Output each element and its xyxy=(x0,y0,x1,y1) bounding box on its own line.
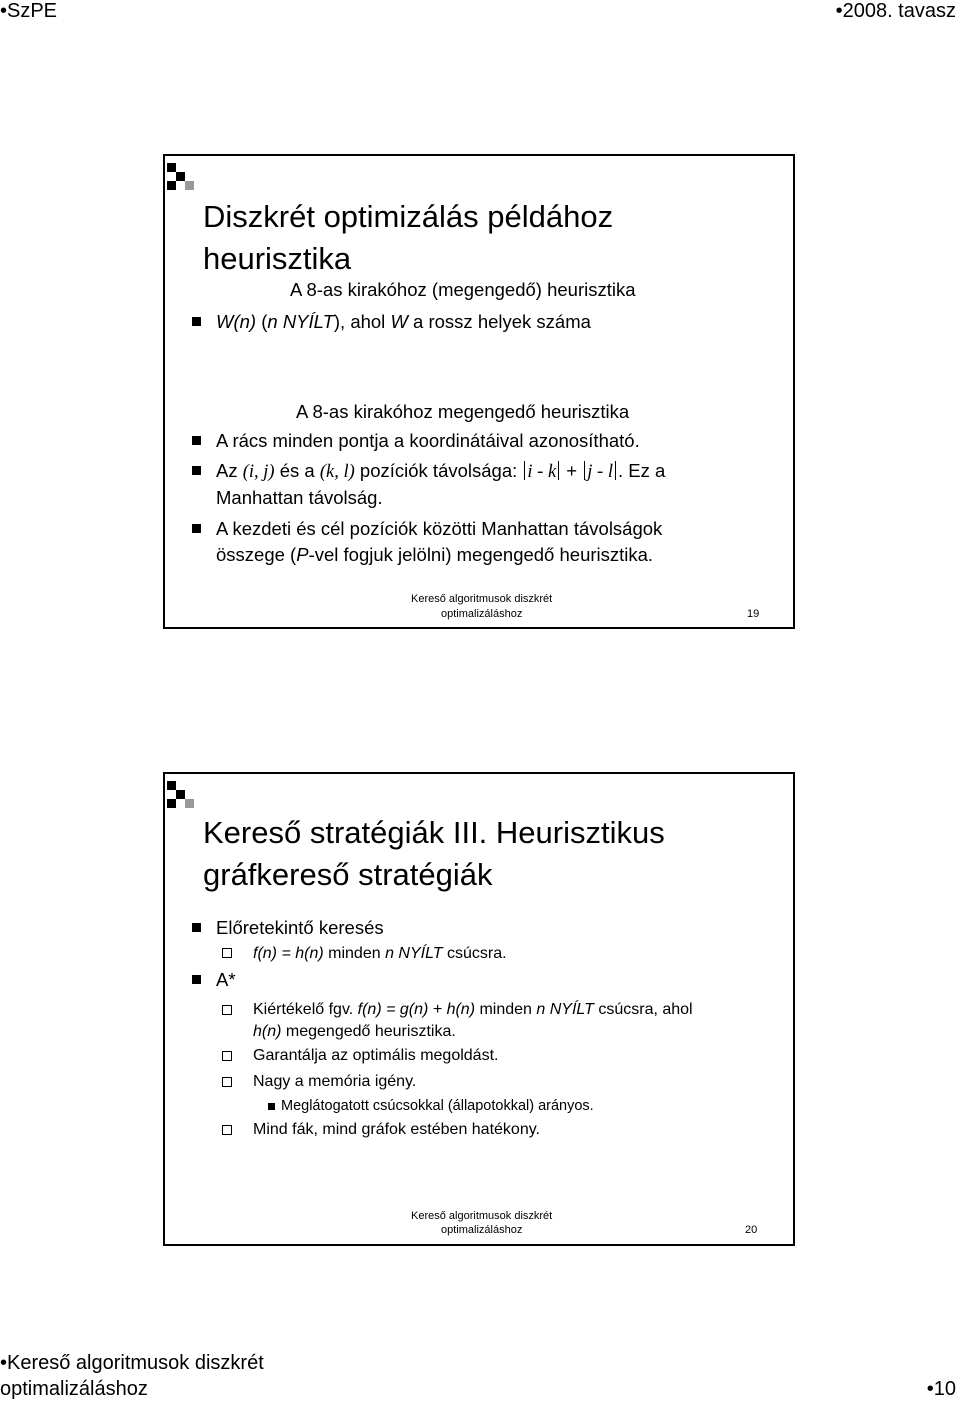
slide-footer-line-2: optimalizáláshoz xyxy=(441,1224,523,1236)
bullet-square-icon xyxy=(192,975,201,984)
slide-page-number: 19 xyxy=(747,608,760,620)
subtitle-2: A 8-as kirakóhoz megengedő heurisztika xyxy=(296,401,630,422)
title-line-2: gráfkereső stratégiák xyxy=(203,857,493,892)
footer-line-1: •Kereső algoritmusok diszkrét xyxy=(0,1352,264,1374)
bullet-1: Előretekintő keresés xyxy=(216,917,384,938)
slide-decoration-icon xyxy=(167,776,207,816)
bullet-square-icon xyxy=(192,923,201,932)
slide-page-number: 20 xyxy=(745,1224,758,1236)
bullet-square-icon xyxy=(268,1103,275,1110)
header-left: •SzPE xyxy=(0,0,58,22)
bullet-4: A kezdeti és cél pozíciók közötti Manhattan távolságok xyxy=(216,518,663,539)
slide-20 xyxy=(163,772,795,1246)
footer-page-number: •10 xyxy=(926,1378,956,1400)
bullet-square-icon xyxy=(192,524,201,533)
header-right: •2008. tavasz xyxy=(835,0,956,22)
slide-19 xyxy=(163,154,795,629)
bullet-hollow-square-icon xyxy=(222,1077,232,1087)
bullet-3-line-2: Manhattan távolság. xyxy=(216,487,383,508)
bullet-2-sub-1-line-2: h(n) megengedő heurisztika. xyxy=(253,1023,456,1040)
bullet-hollow-square-icon xyxy=(222,1125,232,1135)
slide-title xyxy=(203,196,613,280)
slide-footer-line-1: Kereső algoritmusok diszkrét xyxy=(411,1210,553,1222)
slide-footer-line-1: Kereső algoritmusok diszkrét xyxy=(411,593,553,605)
footer-line-2: optimalizáláshoz xyxy=(0,1378,148,1400)
bullet-2: A* xyxy=(216,969,236,990)
bullet-3: Az (i, j) és a (k, l) pozíciók távolsága: i - k + j - l . Ez a xyxy=(216,460,666,482)
bullet-hollow-square-icon xyxy=(222,1051,232,1061)
subtitle-1: A 8-as kirakóhoz (megengedő) heurisztika xyxy=(290,279,636,300)
bullet-square-icon xyxy=(192,466,201,475)
bullet-hollow-square-icon xyxy=(222,948,232,958)
slide-title xyxy=(203,812,665,896)
bullet-2-sub-2: Garantálja az optimális megoldást. xyxy=(253,1047,499,1064)
bullet-1: W(n) (n NYÍLT), ahol W a rossz helyek száma xyxy=(216,311,591,332)
slide-decoration-icon xyxy=(167,158,207,198)
bullet-2-sub-3-sub-1: Meglátogatott csúcsokkal (állapotokkal) arányos. xyxy=(281,1098,594,1114)
bullet-1-sub-1: f(n) = h(n) minden n NYÍLT csúcsra. xyxy=(253,945,507,962)
title-line-1: Diszkrét optimizálás példához xyxy=(203,199,614,234)
bullet-2-sub-3: Nagy a memória igény. xyxy=(253,1073,417,1090)
slide-footer-line-2: optimalizáláshoz xyxy=(441,608,523,620)
title-line-1: Kereső stratégiák III. Heurisztikus xyxy=(203,815,665,850)
bullet-2-sub-4: Mind fák, mind gráfok estében hatékony. xyxy=(253,1121,540,1138)
bullet-4-line-2: összege (P-vel fogjuk jelölni) megengedő heurisztika. xyxy=(216,544,654,565)
title-line-2: heurisztika xyxy=(203,241,352,276)
bullet-square-icon xyxy=(192,436,201,445)
bullet-2: A rács minden pontja a koordinátáival azonosítható. xyxy=(216,430,640,451)
bullet-hollow-square-icon xyxy=(222,1005,232,1015)
bullet-2-sub-1: Kiértékelő fgv. f(n) = g(n) + h(n) minden n NYÍLT csúcsra, ahol xyxy=(253,1001,693,1018)
bullet-square-icon xyxy=(192,317,201,326)
